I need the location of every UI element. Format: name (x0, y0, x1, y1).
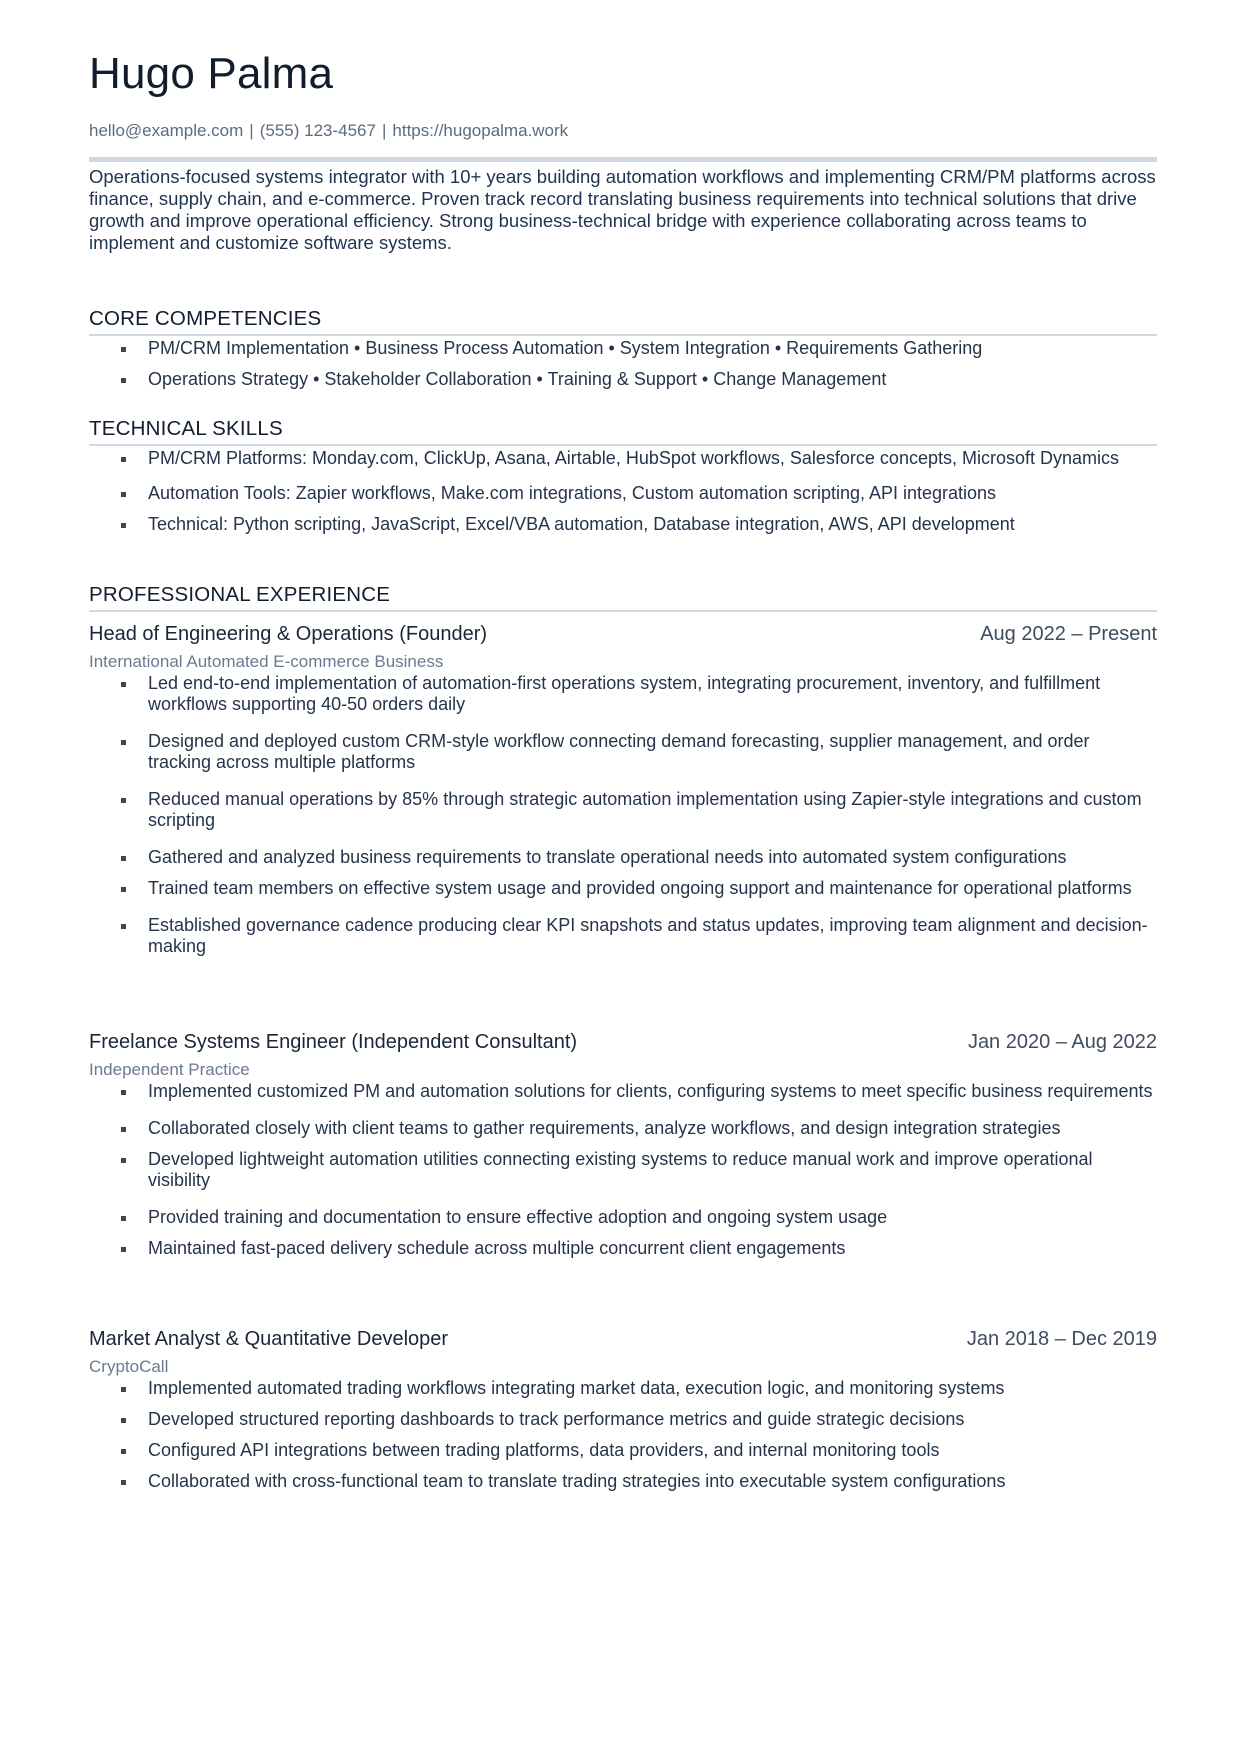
job-dates: Jan 2018 – Dec 2019 (966, 1328, 1157, 1350)
core-competencies-list (89, 338, 1157, 390)
contact-separator: | (249, 121, 254, 140)
job-company: Independent Practice (89, 1060, 250, 1079)
job-bullets (89, 673, 1157, 957)
list-item: Collaborated closely with client teams to gather requirements, analyze workflows, and design integration strategies (89, 1118, 1157, 1139)
list-item: Developed lightweight automation utilities connecting existing systems to reduce manual work and improve operational visibility (89, 1149, 1157, 1191)
website-link[interactable]: https://hugopalma.work (392, 121, 569, 140)
contact-separator: | (381, 121, 387, 140)
list-item: Gathered and analyzed business requirements to translate operational needs into automated system configurations (89, 847, 1157, 868)
list-item: Reduced manual operations by 85% through strategic automation implementation using Zapier-style integrations and custom scripting (89, 789, 1157, 831)
list-item: PM/CRM Implementation • Business Process Automation • System Integration • Requirements Gathering (89, 338, 1157, 359)
job-title: Head of Engineering & Operations (Founder) (89, 623, 488, 645)
list-item: Configured API integrations between trading platforms, data providers, and internal monitoring tools (89, 1440, 1157, 1461)
job-bullets (89, 1378, 1157, 1492)
candidate-name: Hugo Palma (89, 49, 334, 98)
job-company: International Automated E-commerce Business (89, 652, 444, 671)
email-link[interactable]: hello@example.com (89, 121, 244, 140)
list-item: PM/CRM Platforms: Monday.com, ClickUp, Asana, Airtable, HubSpot workflows, Salesforce concepts, Microsoft Dynamics (89, 448, 1157, 469)
job-title: Freelance Systems Engineer (Independent Consultant) (89, 1031, 578, 1053)
list-item: Developed structured reporting dashboards to track performance metrics and guide strategic decisions (89, 1409, 1157, 1430)
list-item: Established governance cadence producing clear KPI snapshots and status updates, improving team alignment and decision-making (89, 915, 1157, 957)
list-item: Implemented customized PM and automation solutions for clients, configuring systems to meet specific business requirements (89, 1081, 1157, 1102)
technical-skills-list (89, 448, 1157, 535)
job-title: Market Analyst & Quantitative Developer (89, 1328, 449, 1350)
header-divider (89, 157, 1157, 162)
job-bullets (89, 1081, 1157, 1259)
list-item: Maintained fast-paced delivery schedule across multiple concurrent client engagements (89, 1238, 1157, 1259)
job-dates: Jan 2020 – Aug 2022 (967, 1031, 1157, 1053)
section-title-core-competencies: CORE COMPETENCIES (89, 306, 1157, 336)
list-item: Implemented automated trading workflows integrating market data, execution logic, and monitoring systems (89, 1378, 1157, 1399)
list-item: Designed and deployed custom CRM-style workflow connecting demand forecasting, supplier management, and order tracking across multiple platforms (89, 731, 1157, 773)
list-item: Trained team members on effective system usage and provided ongoing support and maintenance for operational platforms (89, 878, 1157, 899)
job-dates: Aug 2022 – Present (980, 623, 1157, 645)
list-item: Technical: Python scripting, JavaScript, Excel/VBA automation, Database integration, AWS, API development (89, 514, 1157, 535)
phone-number: (555) 123-4567 (259, 121, 376, 140)
list-item: Provided training and documentation to ensure effective adoption and ongoing system usage (89, 1207, 1157, 1228)
section-title-professional-experience: PROFESSIONAL EXPERIENCE (89, 582, 1157, 612)
professional-summary: Operations-focused systems integrator with 10+ years building automation workflows and implementing CRM/PM platforms across finance, supply chain, and e-commerce. Proven track record translating business requirements into technical solutions that drive growth and improve operational efficiency. Strong business-technical bridge with experience collaborating across teams to implement and customize software systems. (89, 166, 1156, 253)
list-item: Collaborated with cross-functional team to translate trading strategies into executable system configurations (89, 1471, 1157, 1492)
list-item: Operations Strategy • Stakeholder Collaboration • Training & Support • Change Management (89, 369, 1157, 390)
list-item: Led end-to-end implementation of automation-first operations system, integrating procurement, inventory, and fulfillment workflows supporting 40-50 orders daily (89, 673, 1157, 715)
job-company: CryptoCall (89, 1357, 169, 1376)
section-title-technical-skills: TECHNICAL SKILLS (89, 416, 1157, 446)
list-item: Automation Tools: Zapier workflows, Make.com integrations, Custom automation scripting, API integrations (89, 483, 1157, 504)
contact-line (89, 119, 568, 143)
